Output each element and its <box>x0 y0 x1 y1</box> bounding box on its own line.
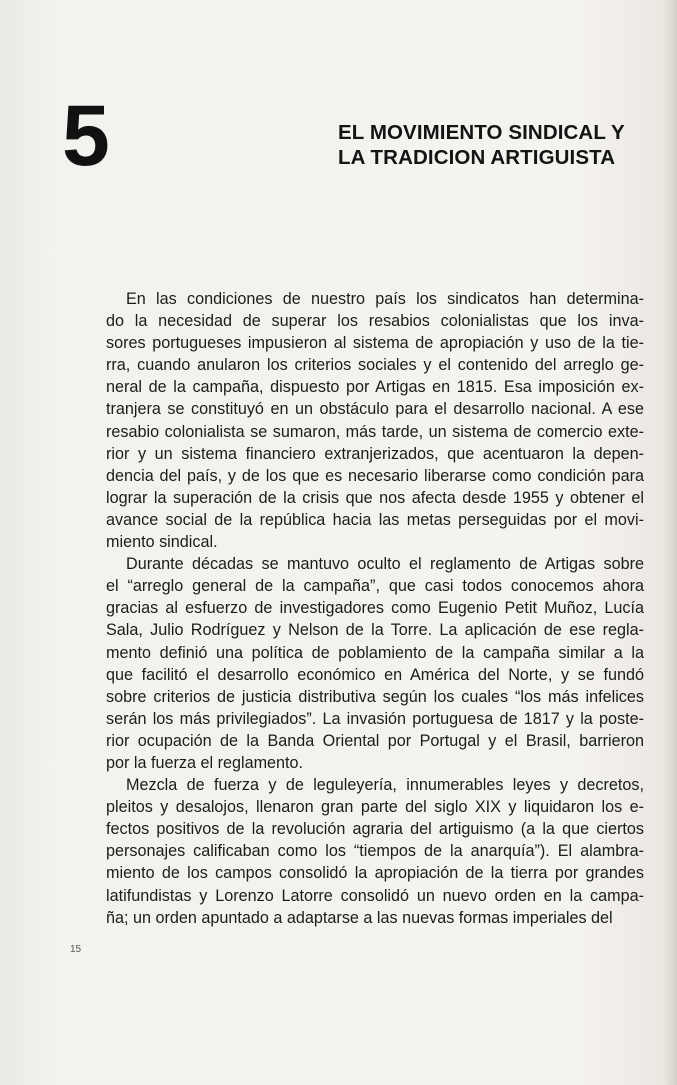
body-text <box>106 288 644 929</box>
text-line: sobre criterios de justicia distributiva según los cuales “los más infelices <box>106 687 644 706</box>
text-line: lograr la superación de la crisis que nos afecta desde 1955 y obtener el <box>106 488 644 507</box>
text-line: rior ocupación de la Banda Oriental por Portugal y el Brasil, barrieron <box>106 731 644 750</box>
text-line: Sala, Julio Rodríguez y Nelson de la Torre. La aplicación de ese regla- <box>106 621 644 640</box>
text-line: rior y un sistema financiero extranjerizados, que acentuaron la depen- <box>106 444 644 463</box>
paragraph <box>106 288 644 553</box>
text-line: gracias al esfuerzo de investigadores como Eugenio Petit Muñoz, Lucía <box>106 599 644 618</box>
text-line: tranjera se constituyó en un obstáculo para el desarrollo nacional. A ese <box>106 400 644 419</box>
text-line: do la necesidad de superar los resabios colonialistas que los inva- <box>106 312 644 331</box>
text-line: serán los más privilegiados”. La invasión portuguesa de 1817 y la poste- <box>106 709 644 728</box>
text-line: miento de los campos consolidó la apropiación de la tierra por grandes <box>106 864 644 883</box>
text-line: fectos positivos de la revolución agraria del artiguismo (a la que ciertos <box>106 820 644 839</box>
text-line: mento definió una política de poblamiento de la campaña similar a la <box>106 643 644 662</box>
text-line: neral de la campaña, dispuesto por Artigas en 1815. Esa imposición ex- <box>106 378 644 397</box>
text-line: rra, cuando anularon los criterios sociales y el contenido del arreglo ge- <box>106 356 644 375</box>
page-edge-shadow <box>663 0 677 1085</box>
text-line: Mezcla de fuerza y de leguleyería, innumerables leyes y decretos, <box>126 776 644 795</box>
text-line: miento sindical. <box>106 533 218 552</box>
text-line: dencia del país, y de los que es necesario liberarse como condición para <box>106 466 644 485</box>
chapter-number: 5 <box>62 88 110 184</box>
text-line: resabio colonialista se sumaron, más tarde, un sistema de comercio exte- <box>106 422 644 441</box>
chapter-title-line-2: LA TRADICION ARTIGUISTA <box>338 146 616 169</box>
paragraph <box>106 553 644 774</box>
chapter-title-line-1: EL MOVIMIENTO SINDICAL Y <box>338 121 625 144</box>
page-number: 15 <box>70 944 82 955</box>
text-line: En las condiciones de nuestro país los sindicatos han determina- <box>126 290 644 308</box>
text-line: por la fuerza el reglamento. <box>106 753 304 772</box>
text-line: el “arreglo general de la campaña”, que casi todos conocemos ahora <box>106 577 644 596</box>
text-line: ña; un orden apuntado a adaptarse a las nuevas formas imperiales del <box>106 908 613 927</box>
chapter-title <box>338 120 648 170</box>
text-line: Durante décadas se mantuvo oculto el reglamento de Artigas sobre <box>126 555 644 574</box>
paragraph <box>106 774 644 929</box>
text-line: pleitos y desalojos, llenaron gran parte del siglo XIX y liquidaron los e- <box>106 798 644 817</box>
text-line: que facilitó el desarrollo económico en América del Norte, y se fundó <box>106 665 644 684</box>
text-line: personajes calificaban como los “tiempos de la anarquía”). El alambra- <box>106 842 644 861</box>
text-line: sores portugueses impusieron al sistema de apropiación y uso de la tie- <box>106 334 644 353</box>
text-line: avance social de la república hacia las metas perseguidas por el movi- <box>106 510 644 529</box>
text-line: latifundistas y Lorenzo Latorre consolidó un nuevo orden en la campa- <box>106 886 644 905</box>
